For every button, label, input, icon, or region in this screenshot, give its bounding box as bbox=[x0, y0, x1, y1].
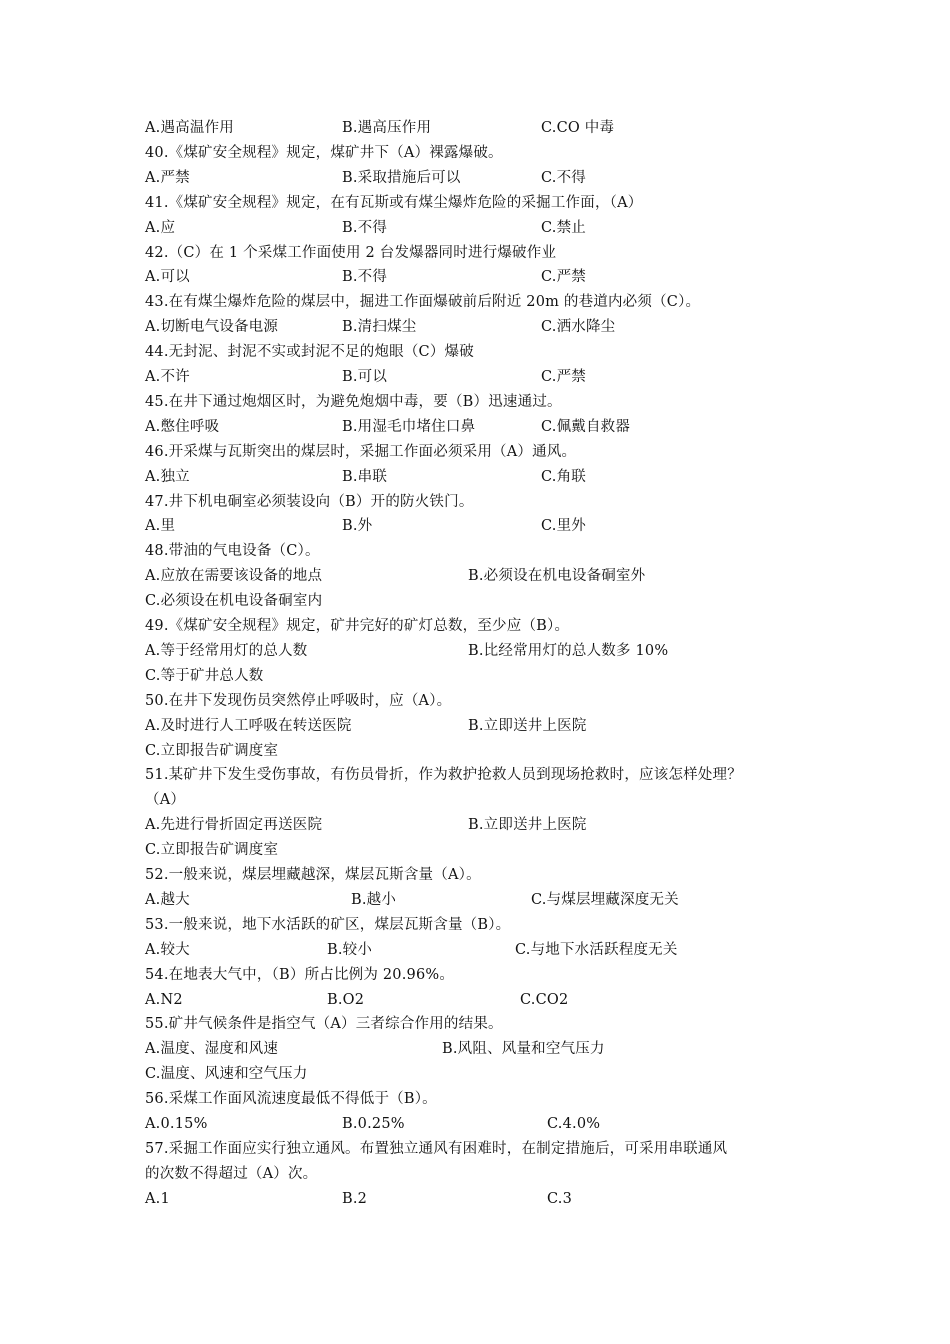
option-a: A.里 bbox=[145, 518, 176, 535]
option-c: C.佩戴自救器 bbox=[541, 418, 631, 435]
option-b: B.较小 bbox=[327, 941, 373, 958]
question-text: 48.带油的气电设备（C）。 bbox=[145, 543, 320, 560]
option-c: C.CO 中毒 bbox=[541, 120, 615, 136]
question-text: 42.（C）在 1 个采煤工作面使用 2 台发爆器同时进行爆破作业 bbox=[145, 244, 557, 261]
option-c: C.洒水降尘 bbox=[541, 319, 616, 336]
text-line: C.立即报告矿调度室 bbox=[145, 842, 279, 859]
option-b: B.立即送井上医院 bbox=[468, 717, 587, 734]
question-text: 52.一般来说，煤层埋藏越深，煤层瓦斯含量（A）。 bbox=[145, 867, 481, 883]
question-text: 41.《煤矿安全规程》规定，在有瓦斯或有煤尘爆炸危险的采掘工作面，（A） bbox=[145, 194, 643, 211]
question-text: 54.在地表大气中，（B）所占比例为 20.96%。 bbox=[145, 966, 455, 983]
text-line: 的次数不得超过（A）次。 bbox=[145, 1165, 318, 1182]
question-text: 50.在井下发现伤员突然停止呼吸时，应（A）。 bbox=[145, 692, 452, 709]
option-b: B.用湿毛巾堵住口鼻 bbox=[342, 418, 476, 435]
text-line: C.等于矿井总人数 bbox=[145, 667, 264, 684]
option-a: A.应放在需要该设备的地点 bbox=[145, 568, 323, 585]
option-a: A.独立 bbox=[145, 468, 190, 485]
question-text: 47.井下机电硐室必须装设向（B）开的防火铁门。 bbox=[145, 493, 474, 510]
option-b: B.不得 bbox=[342, 219, 388, 236]
question-text: 55.矿井气候条件是指空气（A）三者综合作用的结果。 bbox=[145, 1016, 503, 1033]
option-b: B.外 bbox=[342, 518, 373, 535]
option-a: A.较大 bbox=[145, 941, 190, 958]
option-a: A.憋住呼吸 bbox=[145, 418, 220, 435]
option-a: A.越大 bbox=[145, 891, 190, 908]
option-b: B.0.25% bbox=[342, 1116, 405, 1132]
option-c: C.里外 bbox=[541, 518, 586, 535]
question-text: 44.无封泥、封泥不实或封泥不足的炮眼（C）爆破 bbox=[145, 344, 474, 361]
text-line: C.立即报告矿调度室 bbox=[145, 742, 279, 759]
option-c: C.严禁 bbox=[541, 369, 586, 385]
option-c: C.与地下水活跃程度无关 bbox=[515, 941, 678, 958]
option-a: A.温度、湿度和风速 bbox=[145, 1041, 279, 1058]
question-text: 53.一般来说，地下水活跃的矿区，煤层瓦斯含量（B）。 bbox=[145, 916, 511, 933]
option-a: A.0.15% bbox=[145, 1116, 208, 1132]
question-text: 56.采煤工作面风流速度最低不得低于（B）。 bbox=[145, 1091, 437, 1108]
option-c: C.严禁 bbox=[541, 269, 586, 286]
option-a: A.N2 bbox=[145, 991, 183, 1008]
option-b: B.必须设在机电设备硐室外 bbox=[468, 568, 646, 585]
option-a: A.可以 bbox=[145, 269, 190, 286]
option-c: C.CO2 bbox=[520, 991, 569, 1008]
option-a: A.及时进行人工呼吸在转送医院 bbox=[145, 717, 352, 734]
option-b: B.越小 bbox=[351, 891, 397, 908]
option-b: B.风阻、风量和空气压力 bbox=[442, 1041, 605, 1058]
option-a: A.严禁 bbox=[145, 169, 190, 186]
option-a: A.1 bbox=[145, 1190, 170, 1207]
text-line: C.必须设在机电设备硐室内 bbox=[145, 593, 323, 610]
question-text: 43.在有煤尘爆炸危险的煤层中，掘进工作面爆破前后附近 20m 的巷道内必须（C）。 bbox=[145, 294, 701, 311]
option-c: C.与煤层埋藏深度无关 bbox=[531, 891, 679, 908]
option-a: A.等于经常用灯的总人数 bbox=[145, 642, 308, 659]
option-a: A.应 bbox=[145, 219, 176, 236]
option-b: B.O2 bbox=[327, 991, 365, 1008]
option-c: C.禁止 bbox=[541, 219, 586, 236]
option-a: A.先进行骨折固定再送医院 bbox=[145, 817, 323, 834]
text-line: C.温度、风速和空气压力 bbox=[145, 1066, 308, 1083]
option-b: B.比经常用灯的总人数多 10% bbox=[468, 642, 669, 659]
question-text: 57.采掘工作面应实行独立通风。布置独立通风有困难时，在制定措施后，可采用串联通风 bbox=[145, 1140, 728, 1157]
question-text: 40.《煤矿安全规程》规定，煤矿井下（A）裸露爆破。 bbox=[145, 144, 503, 161]
option-b: B.可以 bbox=[342, 369, 388, 385]
option-b: B.不得 bbox=[342, 269, 388, 286]
option-c: C.角联 bbox=[541, 468, 586, 485]
option-b: B.2 bbox=[342, 1190, 368, 1207]
option-c: C.不得 bbox=[541, 169, 586, 186]
text-line: （A） bbox=[145, 792, 186, 809]
question-text: 49.《煤矿安全规程》规定，矿井完好的矿灯总数，至少应（B）。 bbox=[145, 618, 570, 634]
option-b: B.清扫煤尘 bbox=[342, 319, 417, 336]
option-a: A.遇高温作用 bbox=[145, 120, 234, 136]
option-c: C.3 bbox=[547, 1190, 573, 1207]
option-a: A.切断电气设备电源 bbox=[145, 319, 279, 336]
option-b: B.遇高压作用 bbox=[342, 120, 432, 136]
question-text: 45.在井下通过炮烟区时，为避免炮烟中毒，要（B）迅速通过。 bbox=[145, 393, 562, 410]
option-b: B.采取措施后可以 bbox=[342, 169, 461, 186]
question-text: 46.开采煤与瓦斯突出的煤层时，采掘工作面必须采用（A）通风。 bbox=[145, 443, 577, 460]
option-c: C.4.0% bbox=[547, 1116, 601, 1132]
option-a: A.不许 bbox=[145, 369, 190, 385]
question-text: 51.某矿井下发生受伤事故，有伤员骨折，作为救护抢救人员到现场抢救时，应该怎样处理？ bbox=[145, 767, 742, 784]
option-b: B.串联 bbox=[342, 468, 388, 485]
option-b: B.立即送井上医院 bbox=[468, 817, 587, 834]
